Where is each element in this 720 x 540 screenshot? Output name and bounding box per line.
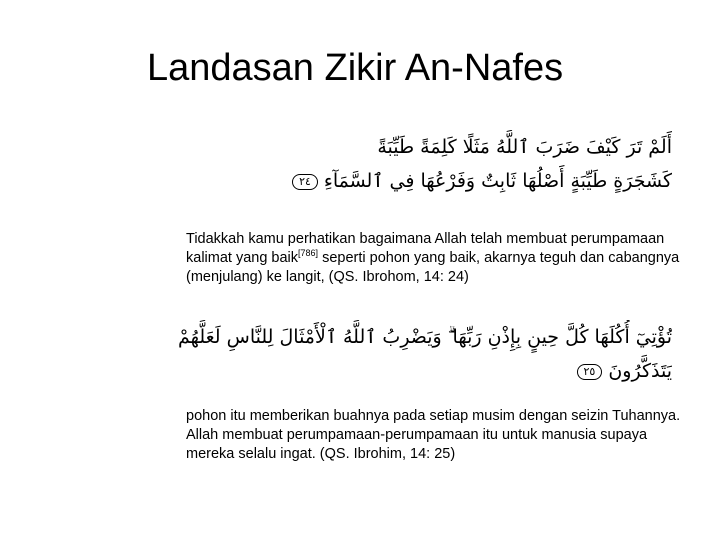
arabic-verse-25 [72, 320, 672, 388]
translation-verse-24 [186, 230, 686, 287]
arabic-verse-25-line-1: تُؤْتِيٓ أُكُلَهَا كُلَّ حِينٍ بِإِذْنِ رَبِّهَا ۗ وَيَضْرِبُ ٱللَّهُ ٱلْأَمْثَالَ لِلنَّاسِ لَعَلَّهُمْ [177, 326, 672, 348]
translation-verse-24-part-1: Tidakkah kamu perhatikan bagaimana Allah telah membuat perumpamaan kalimat yang baik [186, 231, 665, 266]
translation-verse-25: pohon itu memberikan buahnya pada setiap musim dengan seizin Tuhannya. Allah membuat perumpamaan-perumpamaan itu untuk manusia supaya mereka selalu ingat. (QS. Ibrohim, 14: 25) [186, 408, 681, 462]
footnote-reference[interactable]: [786] [298, 248, 319, 259]
arabic-verse-25-line-2 [72, 354, 672, 388]
translation-verse-24-part-2: seperti pohon yang baik, akarnya teguh dan cabangnya (menjulang) ke langit, (QS. Ibrohom, 14: 24) [186, 250, 680, 285]
arabic-verse-24-line-1: أَلَمْ تَرَ كَيْفَ ضَرَبَ ٱللَّهُ مَثَلًا كَلِمَةً طَيِّبَةً [377, 136, 672, 158]
ayah-number-24-marker: ٢٤ [292, 174, 318, 190]
arabic-verse-24-line-2 [72, 164, 672, 198]
slide-title: Landasan Zikir An-Nafes [147, 47, 564, 89]
ayah-number-25-marker: ٢٥ [577, 364, 603, 380]
arabic-verse-24-line-2-text: كَشَجَرَةٍ طَيِّبَةٍ أَصْلُهَا ثَابِتٌ وَفَرْعُهَا فِي ٱلسَّمَآءِ [323, 170, 672, 192]
arabic-verse-25-line-2-text: يَتَذَكَّرُونَ [608, 360, 672, 382]
arabic-verse-24 [72, 130, 672, 198]
